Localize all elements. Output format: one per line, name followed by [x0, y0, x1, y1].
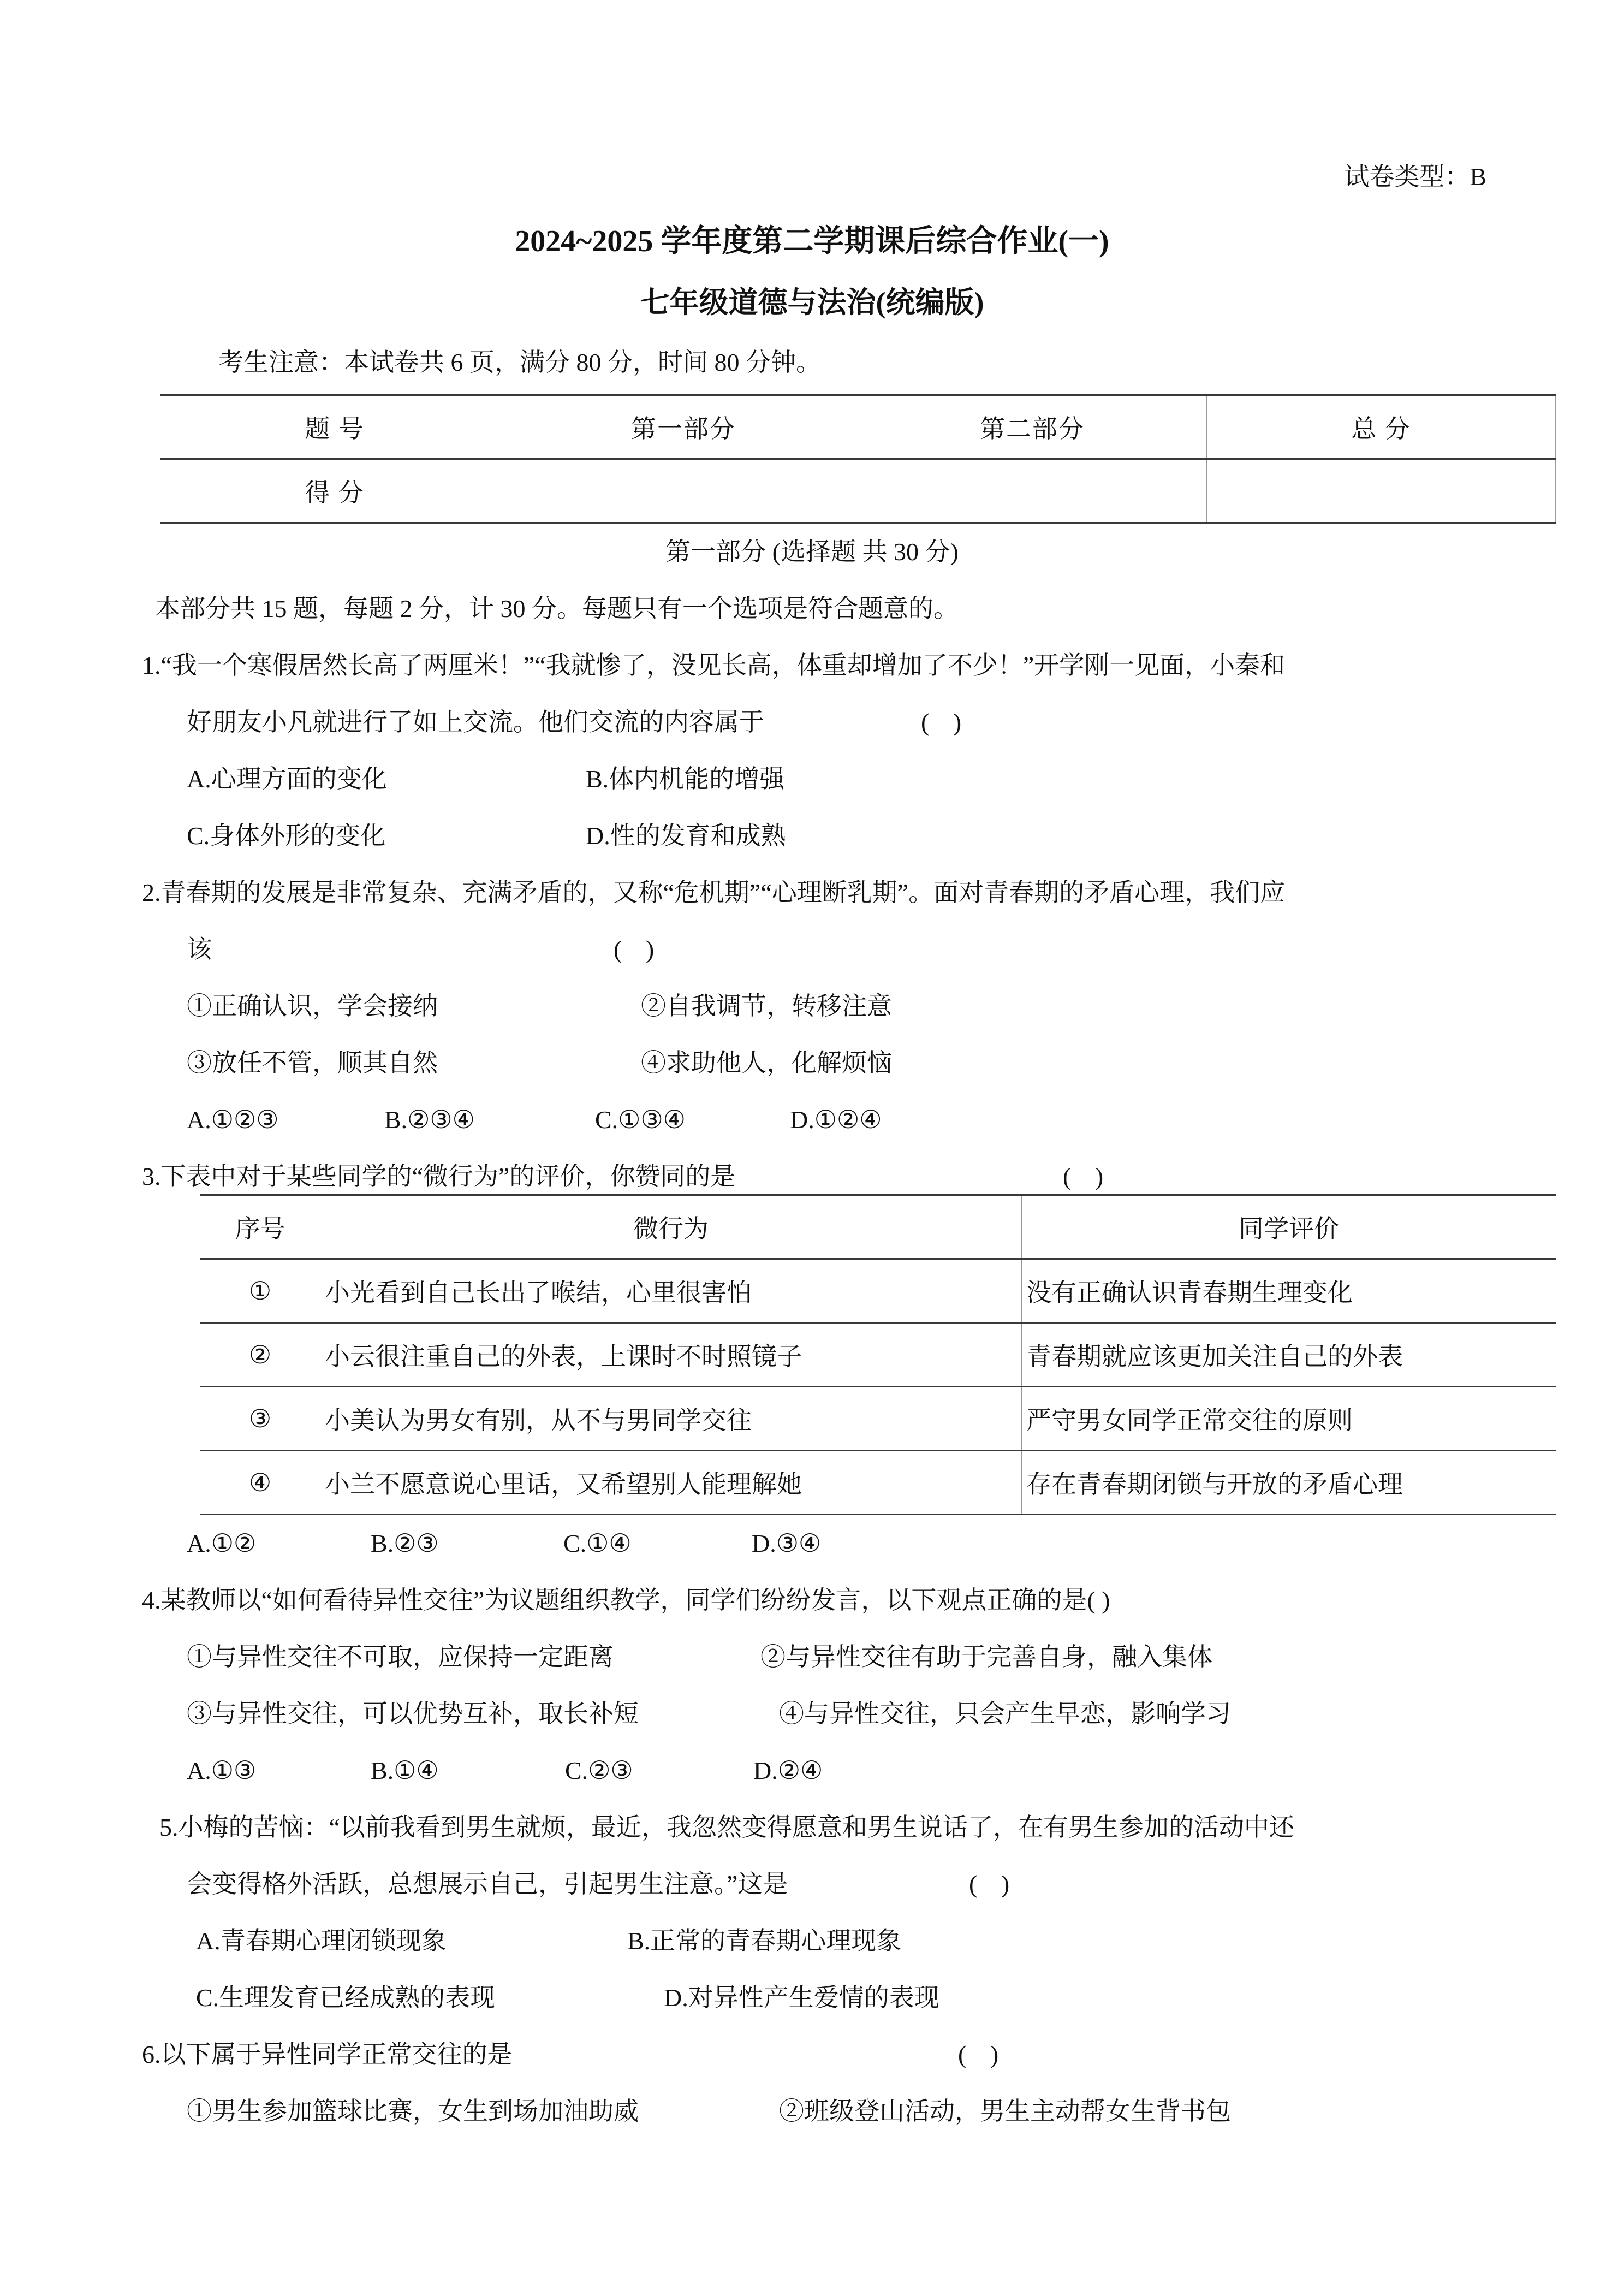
q3-table-row-3	[200, 1387, 1556, 1451]
score-table-header-row	[160, 395, 1556, 459]
q3-row1-evaluation: 没有正确认识青春期生理变化	[1022, 1259, 1556, 1323]
answer-bracket-q6: ( )	[958, 2040, 1008, 2068]
option-3d: D.③④	[752, 1529, 822, 1557]
option-1d: D.性的发育和成熟	[586, 822, 786, 850]
score-cell-part2	[858, 459, 1207, 523]
question-2-line-2	[142, 921, 1624, 978]
q3-row3-number: ③	[200, 1387, 320, 1451]
answer-bracket-q3: ( )	[1063, 1162, 1113, 1190]
statement-4-4: ④与异性交往，只会产生早恋，影响学习	[779, 1700, 1231, 1728]
q3-row2-behavior: 小云很注重自己的外表，上课时不时照镜子	[320, 1323, 1022, 1387]
option-1c: C.身体外形的变化	[187, 822, 386, 850]
score-row-label: 得 分	[160, 459, 509, 523]
score-header-total: 总 分	[1207, 395, 1556, 459]
question-4-line-1: 4.某教师以“如何看待异性交往”为议题组织教学，同学们纷纷发言，以下观点正确的是( )	[142, 1586, 1110, 1614]
score-header-question-number: 题 号	[160, 395, 509, 459]
question-6-line-1	[142, 2026, 1624, 2083]
option-4a: A.①③	[187, 1757, 257, 1784]
score-header-part1: 第一部分	[509, 395, 858, 459]
statement-2-1: ①正确认识，学会接纳	[187, 992, 438, 1020]
question-2-line-1: 2.青春期的发展是非常复杂、充满矛盾的，又称“危机期”“心理断乳期”。面对青春期的矛盾心理，我们应	[142, 879, 1286, 906]
q3-row3-behavior: 小美认为男女有别，从不与男同学交往	[320, 1387, 1022, 1451]
paper-type-label: 试卷类型：B	[1344, 163, 1486, 191]
section1-heading: 第一部分 (选择题 共 30 分)	[665, 538, 959, 566]
score-cell-total	[1207, 459, 1556, 523]
question-3-options-row	[142, 1515, 1624, 1572]
question-2-items-row-2	[142, 1035, 1624, 1091]
section1-instruction: 本部分共 15 题，每题 2 分，计 30 分。每题只有一个选项是符合题意的。	[155, 595, 959, 622]
q3-row4-evaluation: 存在青春期闭锁与开放的矛盾心理	[1022, 1451, 1556, 1515]
question-5-options-row-1	[142, 1913, 1624, 1969]
candidate-notice: 考生注意：本试卷共 6 页，满分 80 分，时间 80 分钟。	[218, 348, 821, 376]
score-summary-table	[160, 394, 1556, 524]
q3-table-row-4	[200, 1451, 1556, 1515]
q3-header-behavior: 微行为	[320, 1195, 1022, 1259]
q3-row4-number: ④	[200, 1451, 320, 1515]
option-2b: B.②③④	[384, 1106, 475, 1134]
question-3-behavior-table	[200, 1194, 1556, 1515]
question-3-text: 3.下表中对于某些同学的“微行为”的评价，你赞同的是	[142, 1162, 736, 1190]
score-table-score-row	[160, 459, 1556, 523]
option-4b: B.①④	[371, 1757, 439, 1784]
option-1a: A.心理方面的变化	[187, 765, 387, 793]
exam-title: 2024~2025 学年度第二学期课后综合作业(一)	[515, 224, 1109, 258]
question-1-options-row-2	[142, 808, 1624, 864]
statement-2-2: ②自我调节，转移注意	[641, 992, 892, 1020]
question-1-line-2-text: 好朋友小凡就进行了如上交流。他们交流的内容属于	[187, 708, 764, 736]
answer-bracket-q1: ( )	[921, 708, 971, 736]
q3-row4-behavior: 小兰不愿意说心里话，又希望别人能理解她	[320, 1451, 1022, 1515]
q3-table-row-2	[200, 1323, 1556, 1387]
q3-row1-number: ①	[200, 1259, 320, 1323]
question-2-options-row	[142, 1091, 1624, 1148]
question-4-items-row-1	[142, 1629, 1624, 1686]
option-3c: C.①④	[563, 1529, 632, 1557]
question-5-line-2	[142, 1856, 1624, 1913]
question-1-line-1: 1.“我一个寒假居然长高了两厘米！”“我就惨了，没见长高，体重却增加了不少！”开学刚一见面，小秦和	[142, 651, 1286, 679]
q3-header-evaluation: 同学评价	[1022, 1195, 1556, 1259]
option-4c: C.②③	[565, 1757, 633, 1784]
statement-6-2: ②班级登山活动，男生主动帮女生背书包	[779, 2097, 1231, 2125]
q3-row1-behavior: 小光看到自己长出了喉结，心里很害怕	[320, 1259, 1022, 1323]
option-3b: B.②③	[371, 1529, 439, 1557]
answer-bracket-q5: ( )	[969, 1870, 1019, 1898]
score-header-part2: 第二部分	[858, 395, 1207, 459]
option-5d: D.对异性产生爱情的表现	[664, 1984, 939, 2012]
q3-row3-evaluation: 严守男女同学正常交往的原则	[1022, 1387, 1556, 1451]
statement-4-3: ③与异性交往，可以优势互补，取长补短	[187, 1700, 639, 1728]
option-4d: D.②④	[753, 1757, 823, 1784]
option-2d: D.①②④	[790, 1106, 882, 1134]
question-4-items-row-2	[142, 1686, 1624, 1742]
option-1b: B.体内机能的增强	[586, 765, 785, 793]
option-5c: C.生理发育已经成熟的表现	[196, 1984, 496, 2012]
option-3a: A.①②	[187, 1529, 257, 1557]
question-6-items-row-1	[142, 2083, 1624, 2140]
option-5a: A.青春期心理闭锁现象	[196, 1927, 447, 1955]
question-5-line-1: 5.小梅的苦恼：“以前我看到男生就烦，最近，我忽然变得愿意和男生说话了，在有男生参加的活动中还	[159, 1813, 1294, 1841]
question-1-line-2	[142, 694, 1624, 751]
statement-2-3: ③放任不管，顺其自然	[187, 1049, 438, 1077]
question-4-options-row	[142, 1742, 1624, 1799]
statement-4-1: ①与异性交往不可取，应保持一定距离	[187, 1643, 614, 1671]
q3-table-row-1	[200, 1259, 1556, 1323]
option-2a: A.①②③	[187, 1106, 279, 1134]
question-1-options-row-1	[142, 751, 1624, 808]
q3-row2-evaluation: 青春期就应该更加关注自己的外表	[1022, 1323, 1556, 1387]
option-2c: C.①③④	[595, 1106, 686, 1134]
question-5-options-row-2	[142, 1969, 1624, 2026]
question-6-text: 6.以下属于异性同学正常交往的是	[142, 2040, 513, 2068]
answer-bracket-q2: ( )	[614, 935, 663, 963]
statement-2-4: ④求助他人，化解烦恼	[641, 1049, 892, 1077]
statement-6-1: ①男生参加篮球比赛，女生到场加油助威	[187, 2097, 639, 2125]
statement-4-2: ②与异性交往有助于完善自身，融入集体	[760, 1643, 1212, 1671]
q3-row2-number: ②	[200, 1323, 320, 1387]
question-2-items-row-1	[142, 978, 1624, 1035]
score-cell-part1	[509, 459, 858, 523]
exam-subtitle: 七年级道德与法治(统编版)	[640, 286, 984, 319]
q3-header-number: 序号	[200, 1195, 320, 1259]
question-2-line-2-text: 该	[187, 935, 212, 963]
question-5-line-2-text: 会变得格外活跃，总想展示自己，引起男生注意。”这是	[187, 1870, 788, 1898]
question-3-line-1	[142, 1148, 1624, 1205]
option-5b: B.正常的青春期心理现象	[627, 1927, 902, 1955]
